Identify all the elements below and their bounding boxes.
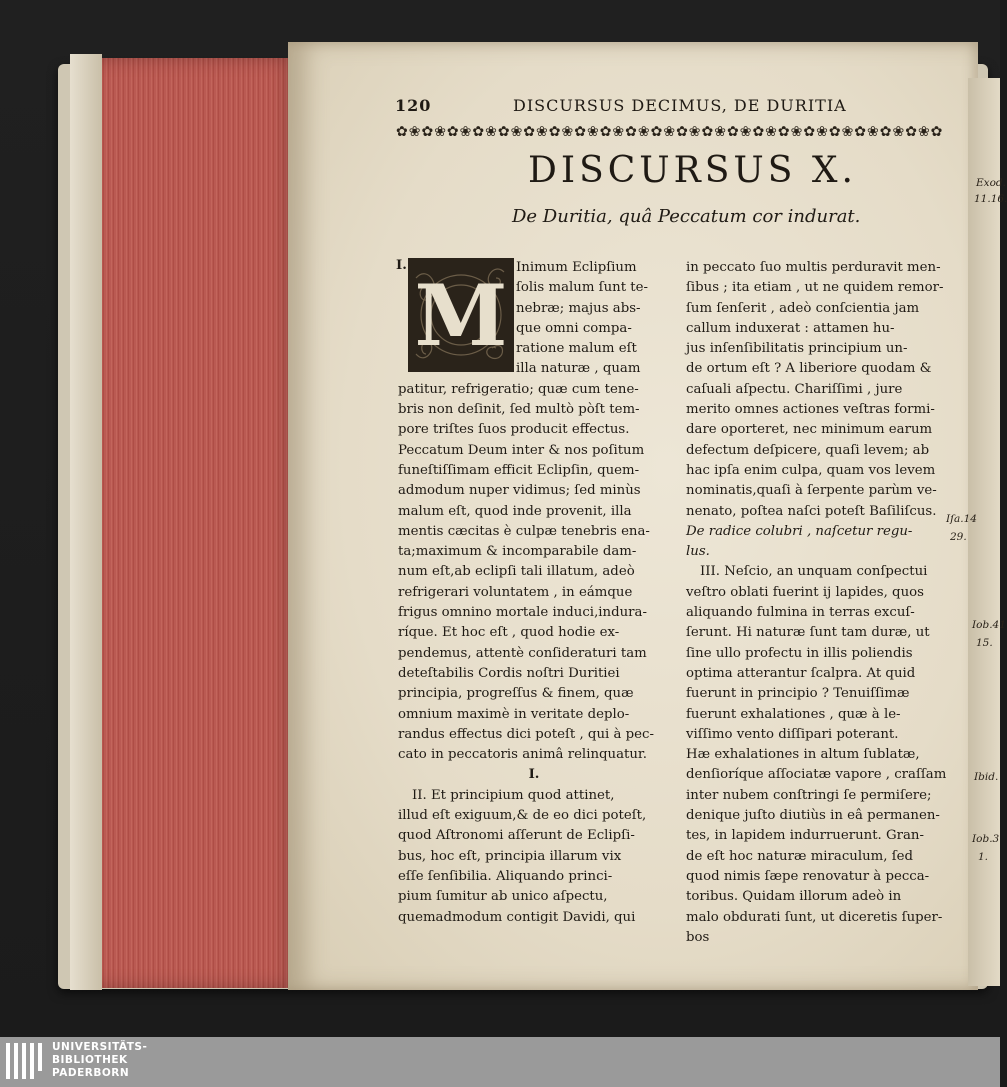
- page-number: 120: [395, 96, 432, 115]
- text-line: bos: [686, 929, 710, 945]
- text-line: quemadmodum contigit Davidi, qui: [398, 909, 636, 925]
- text-line: dare oporteret, nec minimum earum: [686, 422, 933, 438]
- library-name-line2: BIBLIOTHEK: [52, 1054, 128, 1066]
- text-line: in peccato ſuo multis perduravit men-: [686, 260, 941, 275]
- text-line: jus inſenſibilitatis principium un-: [686, 341, 908, 357]
- margin-note-isa: Iſa.14: [946, 513, 977, 525]
- text-line: pium ſumitur ab unico aſpectu,: [398, 889, 608, 905]
- text-line: de ortum eſt ? A liberiore quodam &: [686, 361, 932, 377]
- text-line: funeſtiſſimam efficit Eclipſin, quem-: [398, 462, 640, 478]
- margin-note-iob2-ref: 1.: [978, 851, 989, 863]
- library-footer-bar: [0, 1037, 1000, 1087]
- text-line: ſolis malum ſunt te-: [516, 280, 648, 296]
- text-line: randus effectus dici poteſt , qui à pec-: [398, 726, 654, 742]
- text-line: malum eſt, quod inde provenit, illa: [398, 503, 632, 519]
- text-line: cato in peccatoris animâ relinquatur.: [398, 747, 648, 763]
- section-marker: I.: [396, 258, 407, 273]
- text-line: principia, progreſſus & finem, quæ: [398, 686, 634, 702]
- text-line: optima atterantur ſcalpra. At quid: [686, 665, 916, 681]
- section-heading: I.: [528, 767, 540, 783]
- text-line: III. Neſcio, an unquam conſpectui: [700, 564, 928, 580]
- text-line: bus, hoc eſt, principia illarum vix: [398, 848, 622, 864]
- running-head: [395, 96, 855, 120]
- ornament-rule: ✿❀✿❀✿❀✿❀✿❀✿❀✿❀✿❀✿❀✿❀✿❀✿❀✿❀✿❀✿❀✿❀✿❀✿❀✿❀✿❀✿❀✿: [396, 124, 944, 140]
- margin-note-ibid: Ibid.: [974, 771, 999, 783]
- text-line: que omni compa-: [516, 320, 632, 336]
- text-line: admodum nuper vidimus; ſed minùs: [398, 483, 641, 499]
- running-title: DISCURSUS DECIMUS, DE DURITIA: [513, 96, 847, 115]
- text-line: defectum deſpicere, quaſi levem; ab: [686, 442, 930, 458]
- left-column: [398, 258, 670, 928]
- text-line: merito omnes actiones veſtras formi-: [686, 402, 935, 418]
- text-line: refrigerari voluntatem , in eámque: [398, 584, 633, 600]
- margin-note-exod-ref: 11.16.: [974, 193, 1007, 205]
- text-line: quod nimis ſæpe renovatur à pecca-: [686, 868, 930, 884]
- text-line: De radice colubri , naſcetur regu-: [686, 523, 913, 539]
- text-line: illud eſt exiguum,& de eo dici poteſt,: [398, 808, 647, 824]
- text-line: pore triſtes ſuos producit effectus.: [398, 422, 630, 438]
- chapter-heading: DISCURSUS X.: [528, 150, 857, 191]
- text-line: de eſt hoc naturæ miraculum, ſed: [686, 848, 914, 864]
- text-line: tes, in lapidem indurruerunt. Gran-: [686, 828, 924, 844]
- margin-note-iob2: Iob.3: [972, 833, 1000, 845]
- text-line: Inimum Eclipſium: [516, 260, 637, 275]
- text-line: eſſe ſenſibilia. Aliquando princi-: [398, 868, 613, 884]
- text-line: lus.: [686, 544, 710, 560]
- margin-note-exod: Exod.: [976, 177, 1006, 189]
- text-line: fuerunt exhalationes , quæ à le-: [686, 706, 901, 722]
- right-column: [686, 258, 947, 948]
- text-line: ríque. Et hoc eſt , quod hodie ex-: [398, 625, 620, 641]
- text-line: ta;maximum & incomparabile dam-: [398, 544, 637, 560]
- margin-note-isa-ref: 29.: [950, 531, 967, 543]
- text-line: illa naturæ , quam: [516, 361, 641, 377]
- library-name: [52, 1041, 147, 1080]
- margin-note-iob1: Iob.41: [972, 619, 1006, 631]
- text-line: frigus omnino mortale induci,indura-: [398, 605, 647, 621]
- text-line: ratione malum eſt: [516, 341, 637, 357]
- text-line: ſine ullo profectu in illis poliendis: [686, 645, 913, 661]
- text-line: nominatis,quaſi à ſerpente parùm ve-: [686, 483, 937, 499]
- margin-note-iob1-ref: 15.: [976, 637, 993, 649]
- library-logo-icon: [6, 1043, 46, 1081]
- text-line: Hæ exhalationes in altum ſublatæ,: [686, 747, 920, 763]
- text-line: bris non deſinit, ſed multò pòſt tem-: [398, 402, 640, 418]
- text-line: ſerunt. Hi naturæ ſunt tam duræ, ut: [686, 625, 930, 641]
- drop-cap-letter: M: [414, 265, 508, 365]
- text-line: omnium maximè in veritate deplo-: [398, 706, 630, 722]
- library-name-line3: PADERBORN: [52, 1067, 130, 1079]
- text-line: denſioríque aſſociatæ vapore , craſſam: [686, 767, 947, 783]
- text-line: ſibus ; ita etiam , ut ne quidem remor-: [686, 280, 944, 296]
- text-line: caſuali aſpectu. Chariſſimi , jure: [686, 381, 903, 397]
- text-line: veſtro oblati fuerint ij lapides, quos: [686, 584, 924, 600]
- text-line: mentis cæcitas è culpæ tenebris ena-: [398, 523, 650, 539]
- chapter-subheading: De Duritia, quâ Peccatum cor indurat.: [512, 206, 861, 227]
- text-line: malo obdurati ſunt, ut diceretis ſuper-: [686, 909, 943, 925]
- text-line: num eſt,ab eclipſi tali illatum, adeò: [398, 564, 635, 580]
- text-line: viſſimo vento diſſipari poterant.: [686, 726, 899, 742]
- text-line: deteſtabilis Cordis noſtri Duritiei: [398, 665, 620, 681]
- text-line: hac ipſa enim culpa, quam vos levem: [686, 462, 936, 478]
- text-line: ſum ſenſerit , adeò conſcientia jam: [686, 300, 920, 316]
- text-line: pendemus, attentè conſideraturi tam: [398, 645, 647, 661]
- text-line: II. Et principium quod attinet,: [412, 787, 615, 803]
- text-line: aliquando fulmina in terras excuſ-: [686, 605, 915, 621]
- text-line: callum induxerat : attamen hu-: [686, 320, 895, 336]
- text-line: toribus. Quidam illorum adeò in: [686, 889, 902, 905]
- text-line: quod Aſtronomi aſſerunt de Eclipſi-: [398, 828, 635, 844]
- text-line: Peccatum Deum inter & nos poſitum: [398, 442, 645, 458]
- page-edges: [80, 58, 308, 988]
- text-line: denique juſto diutiùs in eâ permanen-: [686, 808, 940, 824]
- text-line: patitur, refrigeratio; quæ cum tene-: [398, 381, 639, 397]
- text-line: nebræ; majus abs-: [516, 300, 641, 316]
- text-line: inter nubem conſtringi ſe permiſere;: [686, 787, 932, 803]
- text-line: fuerunt in principio ? Tenuiſſimæ: [686, 686, 910, 702]
- text-line: nenato, poſtea naſci poteſt Baſiliſcus.: [686, 503, 937, 519]
- library-name-line1: UNIVERSITÄTS-: [52, 1041, 148, 1053]
